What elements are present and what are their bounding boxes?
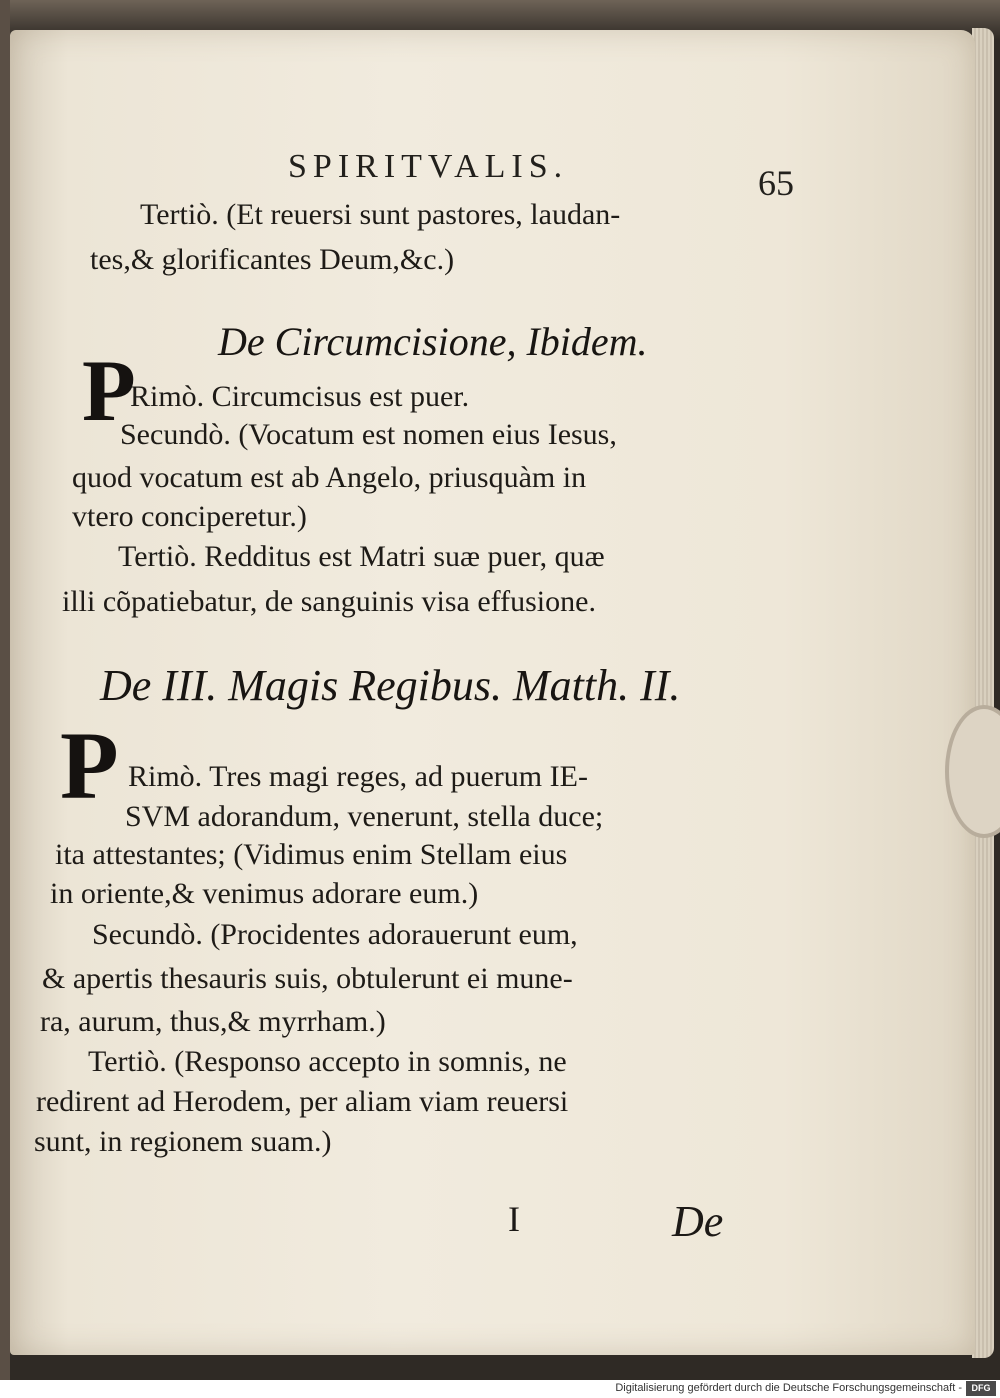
dfg-logo: DFG — [966, 1381, 996, 1396]
section-heading: De III. Magis Regibus. Matth. II. — [100, 661, 681, 710]
text-line: ra, aurum, thus,& myrrham.) — [40, 1005, 386, 1038]
text-line: Tertiò. (Responso accepto in somnis, ne — [88, 1045, 567, 1078]
text-line: Tertiò. (Et reuersi sunt pastores, laudan- — [140, 198, 621, 231]
text-line: Tertiò. Redditus est Matri suæ puer, quæ — [118, 540, 605, 573]
text-line: ita attestantes; (Vidimus enim Stellam eius — [55, 838, 568, 871]
text-line: & apertis thesauris suis, obtulerunt ei mune- — [42, 962, 573, 995]
text-line: illi cõpatiebatur, de sanguinis visa effusione. — [62, 585, 596, 618]
page-edges — [972, 28, 994, 1358]
text-line: Rimò. Circumcisus est puer. — [130, 380, 470, 413]
footer-credit: Digitalisierung gefördert durch die Deutsche Forschungsgemeinschaft - — [615, 1382, 962, 1394]
drop-cap: P — [82, 343, 136, 440]
text-line: Rimò. Tres magi reges, ad puerum IE- — [128, 760, 588, 793]
text-line: vtero conciperetur.) — [72, 500, 307, 533]
text-line: redirent ad Herodem, per aliam viam reuersi — [36, 1085, 569, 1118]
text-line: quod vocatum est ab Angelo, priusquàm in — [72, 461, 587, 494]
book-spine — [0, 0, 10, 1380]
text-line: sunt, in regionem suam.) — [34, 1125, 332, 1158]
running-head: SPIRITVALIS. — [288, 148, 569, 185]
text-line: Secundò. (Procidentes adorauerunt eum, — [92, 918, 578, 951]
section-heading: De Circumcisione, Ibidem. — [218, 319, 648, 364]
text-line: tes,& glorificantes Deum,&c.) — [90, 243, 455, 276]
text-line: SVM adorandum, venerunt, stella duce; — [125, 800, 604, 833]
page-number: 65 — [758, 163, 794, 203]
catchword: De — [672, 1197, 724, 1246]
signature-mark: I — [508, 1199, 520, 1239]
text-line: Secundò. (Vocatum est nomen eius Iesus, — [120, 418, 617, 451]
text-line: in oriente,& venimus adorare eum.) — [50, 877, 479, 910]
drop-cap: P — [60, 712, 119, 819]
